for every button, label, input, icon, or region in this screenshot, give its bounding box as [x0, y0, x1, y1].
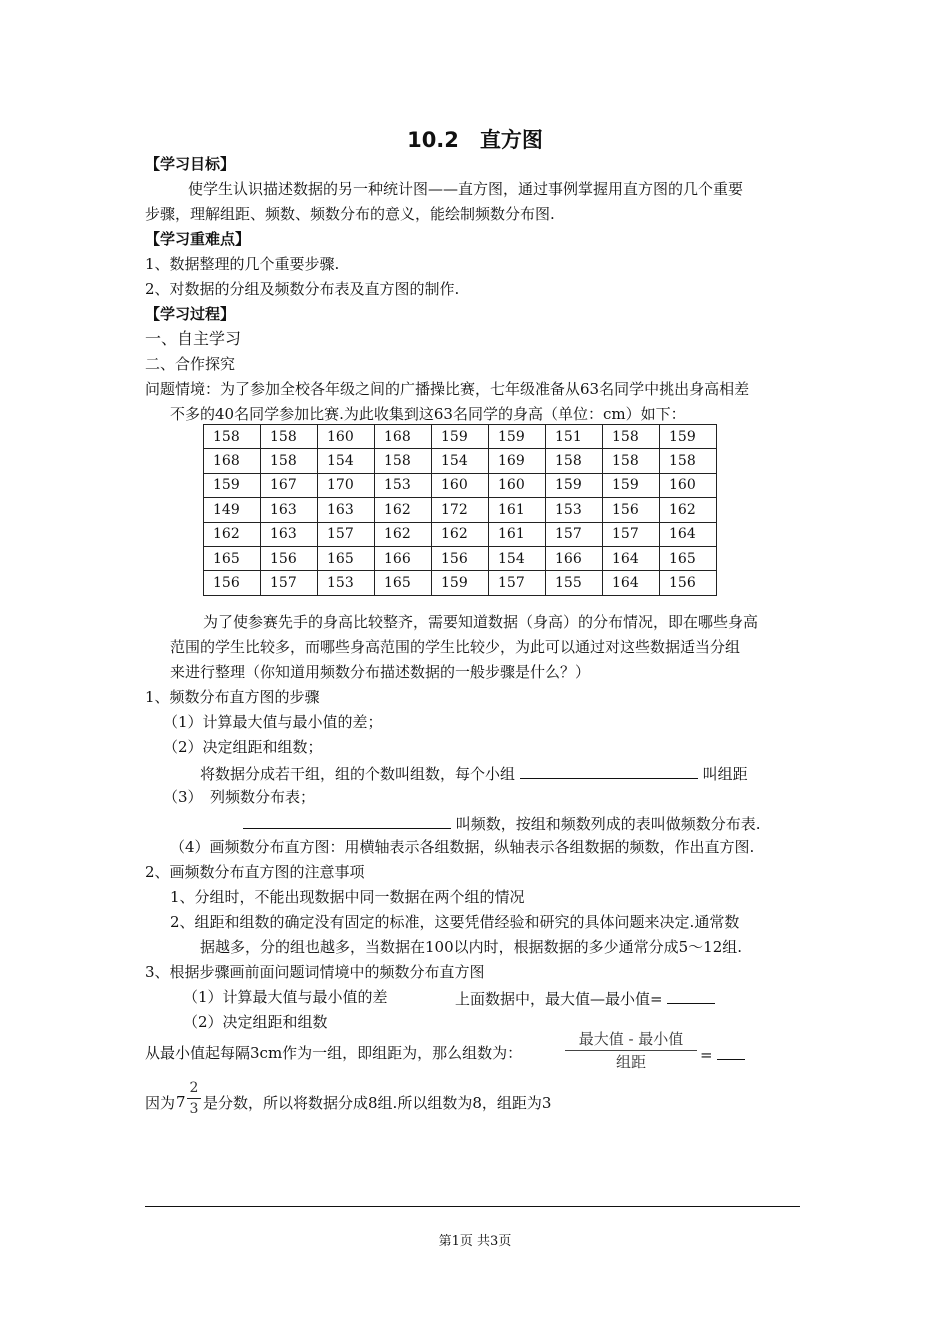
height-cell: 160: [318, 425, 375, 449]
height-cell: 159: [546, 473, 603, 497]
height-cell: 165: [318, 546, 375, 570]
note-2b: 据越多，分的组也越多，当数据在100以内时，根据数据的多少通常分成5～12组.: [200, 938, 743, 956]
height-cell: 158: [660, 449, 717, 473]
group-width-blank[interactable]: [520, 762, 698, 779]
height-cell: 162: [660, 498, 717, 522]
table-row: [204, 473, 717, 497]
height-cell: 154: [489, 546, 546, 570]
steps-heading: 1、频数分布直方图的步骤: [145, 688, 320, 706]
note-1: 1、分组时，不能出现数据中同一数据在两个组的情况: [170, 888, 525, 906]
step-3-tail: 叫频数，按组和频数列成的表叫做频数分布表.: [455, 815, 761, 833]
height-cell: 164: [603, 546, 660, 570]
height-cell: 156: [603, 498, 660, 522]
height-cell: 164: [660, 522, 717, 546]
apply-heading: 3、根据步骤画前面问题词情境中的频数分布直方图: [145, 963, 485, 981]
step-2-tail: 叫组距: [702, 765, 748, 783]
range-blank[interactable]: [667, 987, 715, 1004]
notes-heading: 2、画频数分布直方图的注意事项: [145, 863, 365, 881]
height-cell: 166: [375, 546, 432, 570]
mixed-denominator: 3: [189, 1101, 199, 1117]
mixed-number-fraction: [187, 1079, 201, 1119]
step-3: （3） 列频数分布表；: [163, 788, 316, 806]
height-cell: 158: [546, 449, 603, 473]
apply-step-1: （1）计算最大值与最小值的差: [183, 988, 388, 1006]
height-cell: 149: [204, 498, 261, 522]
heights-table: [203, 424, 717, 596]
height-cell: 160: [432, 473, 489, 497]
height-cell: 156: [261, 546, 318, 570]
apply-range-line: [455, 987, 715, 1009]
height-cell: 163: [261, 498, 318, 522]
step-4: （4）画频数分布直方图：用横轴表示各组数据，纵轴表示各组数据的频数，作出直方图.: [170, 838, 755, 856]
height-cell: 154: [432, 449, 489, 473]
problem-line2: 不多的40名同学参加比赛.为此收集到这63名同学的身高（单位：cm）如下：: [170, 405, 686, 423]
group-count-answer: [700, 1043, 745, 1065]
height-cell: 166: [546, 546, 603, 570]
height-cell: 151: [546, 425, 603, 449]
height-cell: 170: [318, 473, 375, 497]
key-item-1: 1、数据整理的几个重要步骤.: [145, 255, 340, 273]
height-cell: 158: [261, 425, 318, 449]
goal-text-line1: 使学生认识描述数据的另一种统计图——直方图，通过事例掌握用直方图的几个重要: [188, 180, 744, 198]
page-footer: 第1页 共3页: [438, 1234, 512, 1249]
height-cell: 161: [489, 522, 546, 546]
step-3-detail: [243, 812, 761, 834]
height-cell: 159: [432, 425, 489, 449]
height-cell: 172: [432, 498, 489, 522]
apply-step-2: （2）决定组距和组数: [183, 1013, 328, 1031]
note-2a: 2、组距和组数的确定没有固定的标准，这要凭借经验和研究的具体问题来决定.通常数: [170, 913, 740, 931]
group-count-blank[interactable]: [717, 1043, 745, 1060]
height-cell: 160: [660, 473, 717, 497]
part2-heading: 二、合作探究: [145, 355, 236, 373]
table-row: [204, 425, 717, 449]
step-2-detail: [200, 762, 748, 784]
para-line1: 为了使参赛先手的身高比较整齐，需要知道数据（身高）的分布情况，即在哪些身高: [203, 613, 759, 631]
step-2: （2）决定组距和组数；: [163, 738, 323, 756]
height-cell: 163: [318, 498, 375, 522]
height-cell: 159: [432, 571, 489, 595]
height-cell: 157: [318, 522, 375, 546]
height-cell: 157: [603, 522, 660, 546]
height-cell: 165: [375, 571, 432, 595]
frequency-blank[interactable]: [243, 812, 451, 829]
height-cell: 165: [660, 546, 717, 570]
height-cell: 169: [489, 449, 546, 473]
height-cell: 159: [204, 473, 261, 497]
height-cell: 163: [261, 522, 318, 546]
height-cell: 156: [660, 571, 717, 595]
key-item-2: 2、对数据的分组及频数分布表及直方图的制作.: [145, 280, 460, 298]
height-cell: 160: [489, 473, 546, 497]
height-cell: 153: [375, 473, 432, 497]
height-cell: 154: [318, 449, 375, 473]
height-cell: 153: [318, 571, 375, 595]
reason-suffix: 是分数，所以将数据分成8组.所以组数为8，组距为3: [203, 1094, 552, 1112]
process-heading: 【学习过程】: [145, 305, 236, 323]
key-heading: 【学习重难点】: [145, 230, 251, 248]
para-line3: 来进行整理（你知道用频数分布描述数据的一般步骤是什么？）: [170, 663, 591, 681]
table-row: [204, 449, 717, 473]
table-row: [204, 546, 717, 570]
goal-heading: 【学习目标】: [145, 155, 236, 173]
height-cell: 158: [603, 449, 660, 473]
height-cell: 168: [375, 425, 432, 449]
height-cell: 156: [204, 571, 261, 595]
height-cell: 162: [204, 522, 261, 546]
footer-divider: [145, 1206, 800, 1207]
apply-range-text: 上面数据中，最大值—最小值=: [455, 990, 663, 1008]
equals-sign: =: [700, 1046, 713, 1064]
height-cell: 162: [432, 522, 489, 546]
mixed-numerator: 2: [187, 1079, 201, 1099]
height-cell: 157: [489, 571, 546, 595]
group-count-fraction: [565, 1028, 697, 1073]
para-line2: 范围的学生比较多，而哪些身高范围的学生比较少，为此可以通过对这些数据适当分组: [170, 638, 741, 656]
height-cell: 168: [204, 449, 261, 473]
fraction-numerator: 最大值 - 最小值: [565, 1028, 697, 1051]
table-row: [204, 498, 717, 522]
height-cell: 159: [603, 473, 660, 497]
group-count-line: 从最小值起每隔3cm作为一组，即组距为，那么组数为：: [145, 1044, 523, 1062]
table-row: [204, 522, 717, 546]
height-cell: 161: [489, 498, 546, 522]
step-1: （1）计算最大值与最小值的差；: [163, 713, 383, 731]
height-cell: 157: [261, 571, 318, 595]
page-title: 10.2 直方图: [407, 128, 543, 152]
height-cell: 162: [375, 522, 432, 546]
height-cell: 155: [546, 571, 603, 595]
goal-text-line2: 步骤，理解组距、频数、频数分布的意义，能绘制频数分布图.: [145, 205, 555, 223]
height-cell: 158: [261, 449, 318, 473]
height-cell: 159: [489, 425, 546, 449]
mixed-number-whole: 7: [176, 1093, 186, 1111]
reason-prefix: 因为: [145, 1094, 176, 1112]
height-cell: 158: [375, 449, 432, 473]
height-cell: 157: [546, 522, 603, 546]
step-2-detail-text: 将数据分成若干组，组的个数叫组数，每个小组: [200, 765, 516, 783]
height-cell: 156: [432, 546, 489, 570]
height-cell: 159: [660, 425, 717, 449]
height-cell: 164: [603, 571, 660, 595]
table-row: [204, 571, 717, 595]
problem-line1: 问题情境：为了参加全校各年级之间的广播操比赛，七年级准备从63名同学中挑出身高相差: [145, 380, 750, 398]
part1-heading: 一、自主学习: [145, 329, 242, 348]
height-cell: 158: [204, 425, 261, 449]
height-cell: 165: [204, 546, 261, 570]
height-cell: 162: [375, 498, 432, 522]
height-cell: 158: [603, 425, 660, 449]
height-cell: 167: [261, 473, 318, 497]
height-cell: 153: [546, 498, 603, 522]
fraction-denominator: 组距: [615, 1053, 646, 1071]
